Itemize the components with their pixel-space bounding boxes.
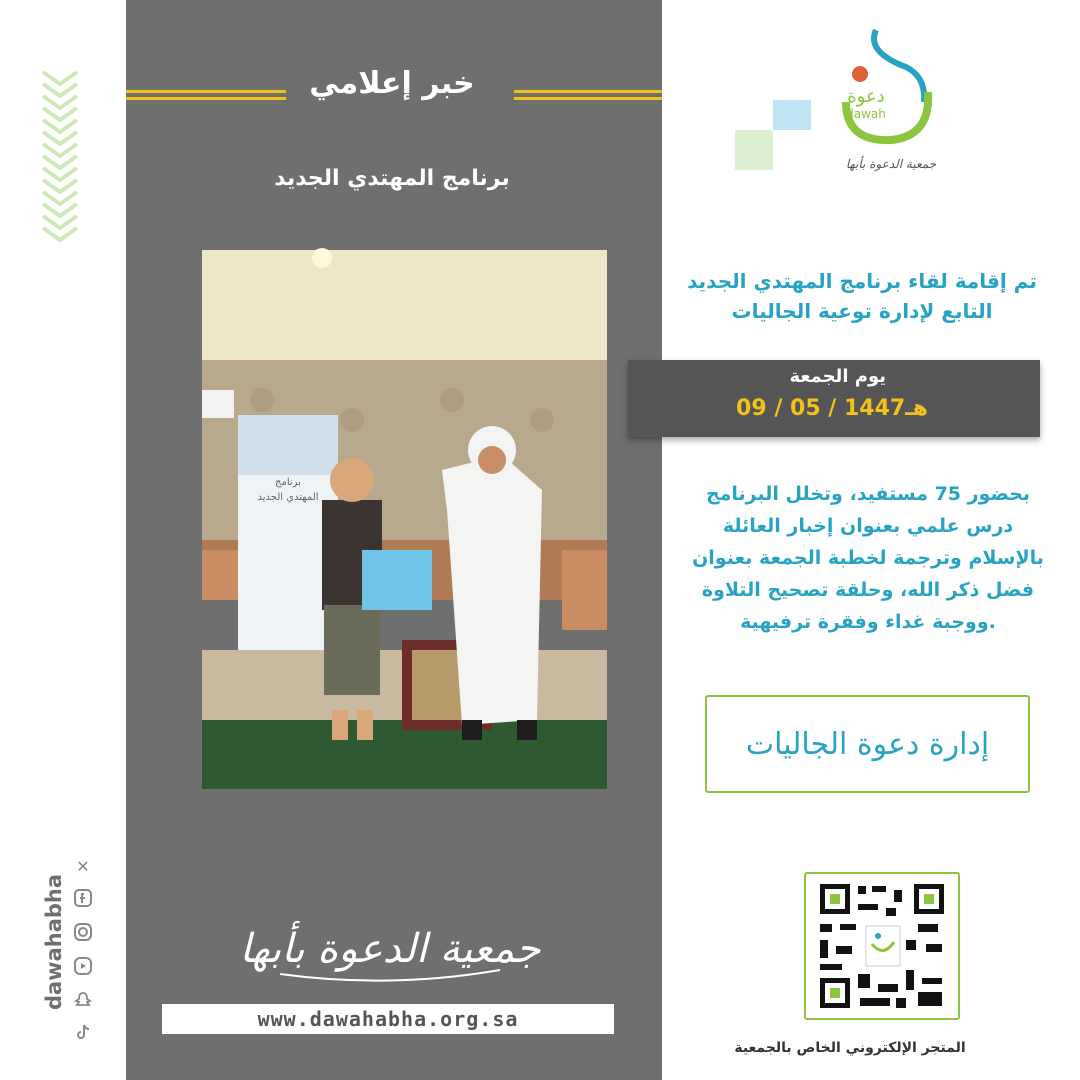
facebook-icon[interactable]: [72, 888, 94, 910]
decorative-squares: [735, 100, 811, 172]
tiktok-icon[interactable]: [72, 1022, 94, 1044]
banner-line-2: المهتدي الجديد: [257, 492, 319, 503]
signature-text: جمعية الدعوة بأبها: [239, 926, 541, 972]
event-photo: [202, 250, 607, 789]
website-url[interactable]: www.dawahabha.org.sa: [257, 1007, 519, 1031]
social-handle: [28, 873, 78, 1020]
body-text: [666, 478, 1070, 638]
website-url-bar[interactable]: [162, 1004, 614, 1034]
department-box: [705, 695, 1030, 793]
logo-caption: جمعية الدعوة بأبها: [845, 157, 937, 171]
date-box: [628, 360, 1040, 437]
date-day: يوم الجمعة: [789, 366, 886, 387]
logo-arabic: دعوة: [847, 86, 885, 107]
store-label: المتجر الإلكتروني الخاص بالجمعية: [734, 1040, 966, 1056]
intro-line-2: التابع لإدارة توعية الجاليات: [731, 299, 993, 323]
body-line: بالإسلام وترجمة لخطبة الجمعة بعنوان: [692, 547, 1044, 569]
program-title: برنامج المهتدي الجديد: [274, 166, 510, 191]
body-line: بحضور 75 مستفيد، وتخلل البرنامج: [705, 483, 1031, 505]
date-value: 09 / 05 / 1447هـ: [736, 396, 928, 421]
intro-text: [672, 266, 1052, 326]
body-line: درس علمي بعنوان إخبار العائلة: [722, 515, 1014, 537]
header-title: خبر إعلامي: [309, 66, 475, 101]
header-line-right: [514, 90, 662, 100]
youtube-icon[interactable]: [72, 956, 94, 978]
social-handle-text: dawahabha: [42, 873, 66, 1011]
body-line: فضل ذكر الله، وحلقة تصحيح التلاوة: [701, 579, 1035, 601]
instagram-icon[interactable]: [72, 922, 94, 944]
chevron-decoration: [40, 68, 80, 243]
store-qr-code[interactable]: [804, 872, 960, 1020]
intro-line-1: تم إقامة لقاء برنامج المهتدي الجديد: [687, 269, 1037, 293]
x-icon[interactable]: ✕: [76, 857, 90, 876]
banner-line-1: برنامج: [275, 477, 301, 488]
department-label: إدارة دعوة الجاليات: [745, 727, 990, 762]
signature-logo: [239, 904, 541, 994]
dawah-logo: [836, 22, 946, 182]
body-line: ووجبة غداء وفقرة ترفيهية.: [740, 611, 996, 633]
logo-latin: dawah: [846, 107, 886, 121]
snapchat-icon[interactable]: [72, 990, 94, 1012]
